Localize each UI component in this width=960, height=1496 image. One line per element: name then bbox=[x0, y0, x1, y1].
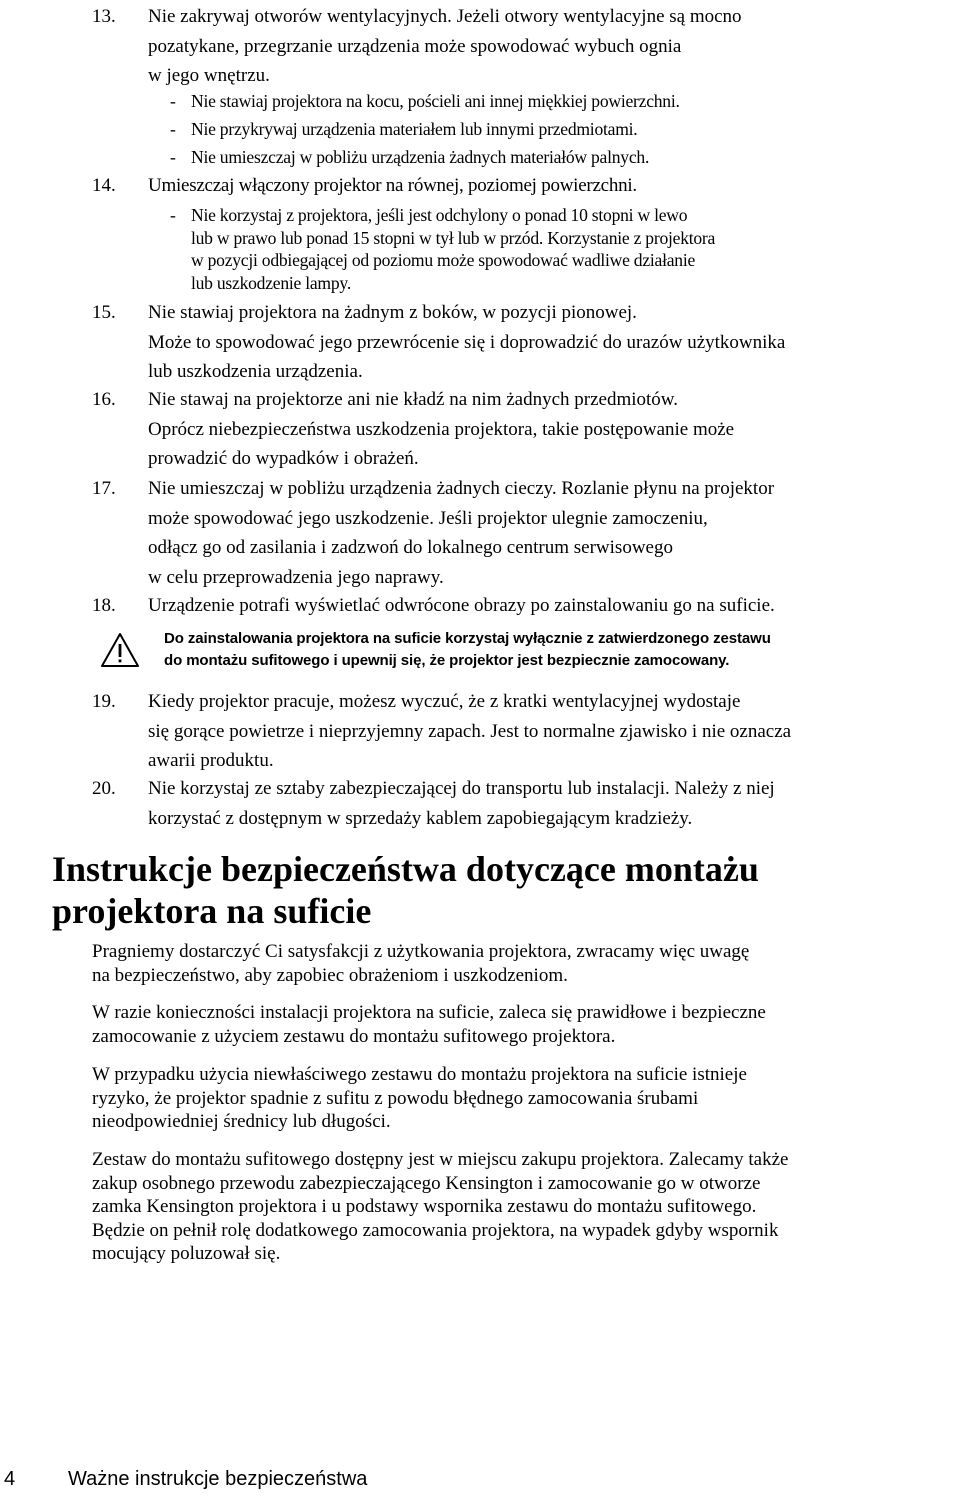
paragraph-line: W przypadku użycia niewłaściwego zestawu do montażu projektora na suficie istnieje bbox=[92, 1064, 747, 1085]
item-line: w jego wnętrzu. bbox=[148, 65, 270, 86]
item-text bbox=[148, 298, 948, 387]
item-line: Nie zakrywaj otworów wentylacyjnych. Jeżeli otwory wentylacyjne są mocno bbox=[148, 6, 742, 27]
item-line: się gorące powietrze i nieprzyjemny zapach. Jest to normalne zjawisko i nie oznacza bbox=[148, 720, 792, 742]
sub-item-line: Nie umieszczaj w pobliżu urządzenia żadnych materiałów palnych. bbox=[191, 147, 650, 167]
paragraph-line: na bezpieczeństwo, aby zapobiec obrażeniom i uszkodzeniom. bbox=[92, 964, 568, 986]
paragraph bbox=[92, 940, 952, 987]
item-text bbox=[148, 385, 948, 474]
warning-text bbox=[164, 628, 771, 672]
bullet-dash: - bbox=[170, 91, 176, 111]
sub-item-line: Nie przykrywaj urządzenia materiałem lub innymi przedmiotami. bbox=[191, 119, 638, 139]
sub-item-line: lub w prawo lub ponad 15 stopni w tył lub w przód. Korzystanie z projektora bbox=[191, 227, 716, 248]
paragraph-line: mocujący poluzował się. bbox=[92, 1243, 281, 1264]
item-line: Może to spowodować jego przewrócenie się i doprowadzić do urazów użytkownika bbox=[148, 331, 786, 353]
paragraph-line: W razie konieczności instalacji projektora na suficie, zaleca się prawidłowe i bezpieczne bbox=[92, 1002, 766, 1023]
item-line: awarii produktu. bbox=[148, 750, 274, 771]
paragraph bbox=[92, 1148, 952, 1266]
bullet-dash: - bbox=[170, 205, 176, 225]
item-text bbox=[148, 687, 948, 776]
bullet-dash: - bbox=[170, 147, 176, 167]
paragraph-line: zamocowanie z użyciem zestawu do montażu sufitowego projektora. bbox=[92, 1025, 616, 1047]
item-number: 16. bbox=[92, 389, 116, 410]
warning-triangle-icon bbox=[100, 632, 140, 668]
item-number: 14. bbox=[92, 175, 116, 196]
paragraph-line: zakup osobnego przewodu zabezpieczającego Kensington i zamocowanie go w otworze bbox=[92, 1172, 761, 1194]
paragraph-line: Będzie on pełnił rolę dodatkowego zamocowania projektora, na wypadek gdyby wspornik bbox=[92, 1219, 779, 1241]
heading-line: projektora na suficie bbox=[52, 891, 372, 931]
paragraph-line: Zestaw do montażu sufitowego dostępny jest w miejscu zakupu projektora. Zalecamy także bbox=[92, 1149, 789, 1170]
item-line: Nie umieszczaj w pobliżu urządzenia żadnych cieczy. Rozlanie płynu na projektor bbox=[148, 478, 775, 499]
item-text bbox=[148, 2, 948, 91]
sub-item-line: Nie stawiaj projektora na kocu, pościeli ani innej miękkiej powierzchni. bbox=[191, 91, 680, 111]
item-line: lub uszkodzenia urządzenia. bbox=[148, 361, 363, 382]
section-heading bbox=[52, 848, 759, 932]
paragraph bbox=[92, 1063, 952, 1134]
item-number: 17. bbox=[92, 478, 116, 499]
heading-line: Instrukcje bezpieczeństwa dotyczące montażu bbox=[52, 849, 759, 889]
footer-title: Ważne instrukcje bezpieczeństwa bbox=[68, 1468, 368, 1490]
page-number: 4 bbox=[4, 1468, 16, 1490]
item-line: Oprócz niebezpieczeństwa uszkodzenia projektora, takie postępowanie może bbox=[148, 418, 735, 440]
warning-line: Do zainstalowania projektora na suficie korzystaj wyłącznie z zatwierdzonego zestawu bbox=[164, 630, 771, 647]
item-number: 19. bbox=[92, 691, 116, 712]
item-line: odłącz go od zasilania i zadzwoń do lokalnego centrum serwisowego bbox=[148, 537, 673, 558]
item-line: korzystać z dostępnym w sprzedaży kablem zapobiegającym kradzieży. bbox=[148, 807, 693, 829]
paragraph bbox=[92, 1001, 952, 1048]
item-line: Umieszczaj włączony projektor na równej, poziomej powierzchni. bbox=[148, 175, 637, 196]
item-number: 15. bbox=[92, 302, 116, 323]
sub-item-line: lub uszkodzenie lampy. bbox=[191, 272, 351, 293]
item-line: Nie korzystaj ze sztaby zabezpieczającej do transportu lub instalacji. Należy z niej bbox=[148, 778, 775, 799]
item-line: prowadzić do wypadków i obrażeń. bbox=[148, 448, 419, 469]
sub-item-line: w pozycji odbiegającej od poziomu może spowodować wadliwe działanie bbox=[191, 250, 696, 270]
item-text bbox=[148, 591, 948, 621]
item-line: może spowodować jego uszkodzenie. Jeśli projektor ulegnie zamoczeniu, bbox=[148, 507, 708, 529]
item-line: pozatykane, przegrzanie urządzenia może spowodować wybuch ognia bbox=[148, 35, 682, 57]
item-line: Nie stawaj na projektorze ani nie kładź na nim żadnych przedmiotów. bbox=[148, 389, 679, 410]
item-text bbox=[148, 175, 948, 198]
item-number: 20. bbox=[92, 778, 116, 799]
item-line: Nie stawiaj projektora na żadnym z boków, w pozycji pionowej. bbox=[148, 302, 637, 323]
item-line: Urządzenie potrafi wyświetlać odwrócone obrazy po zainstalowaniu go na suficie. bbox=[148, 595, 775, 616]
warning-line: do montażu sufitowego i upewnij się, że projektor jest bezpiecznie zamocowany. bbox=[164, 652, 730, 669]
paragraph-line: nieodpowiedniej średnicy lub długości. bbox=[92, 1111, 391, 1132]
item-number: 13. bbox=[92, 6, 116, 27]
item-line: Kiedy projektor pracuje, możesz wyczuć, że z kratki wentylacyjnej wydostaje bbox=[148, 691, 741, 712]
item-line: w celu przeprowadzenia jego naprawy. bbox=[148, 566, 444, 588]
bullet-dash: - bbox=[170, 119, 176, 139]
sub-item-line: Nie korzystaj z projektora, jeśli jest odchylony o ponad 10 stopni w lewo bbox=[191, 205, 688, 225]
paragraph-line: zamka Kensington projektora i u podstawy wspornika zestawu do montażu sufitowego. bbox=[92, 1196, 757, 1217]
paragraph-line: ryzyko, że projektor spadnie z sufitu z powodu błędnego zamocowania śrubami bbox=[92, 1087, 699, 1109]
item-text bbox=[148, 774, 948, 833]
item-text bbox=[148, 474, 948, 592]
item-number: 18. bbox=[92, 595, 116, 616]
warning-note bbox=[100, 628, 960, 676]
paragraph-line: Pragniemy dostarczyć Ci satysfakcji z użytkowania projektora, zwracamy więc uwagę bbox=[92, 941, 750, 962]
